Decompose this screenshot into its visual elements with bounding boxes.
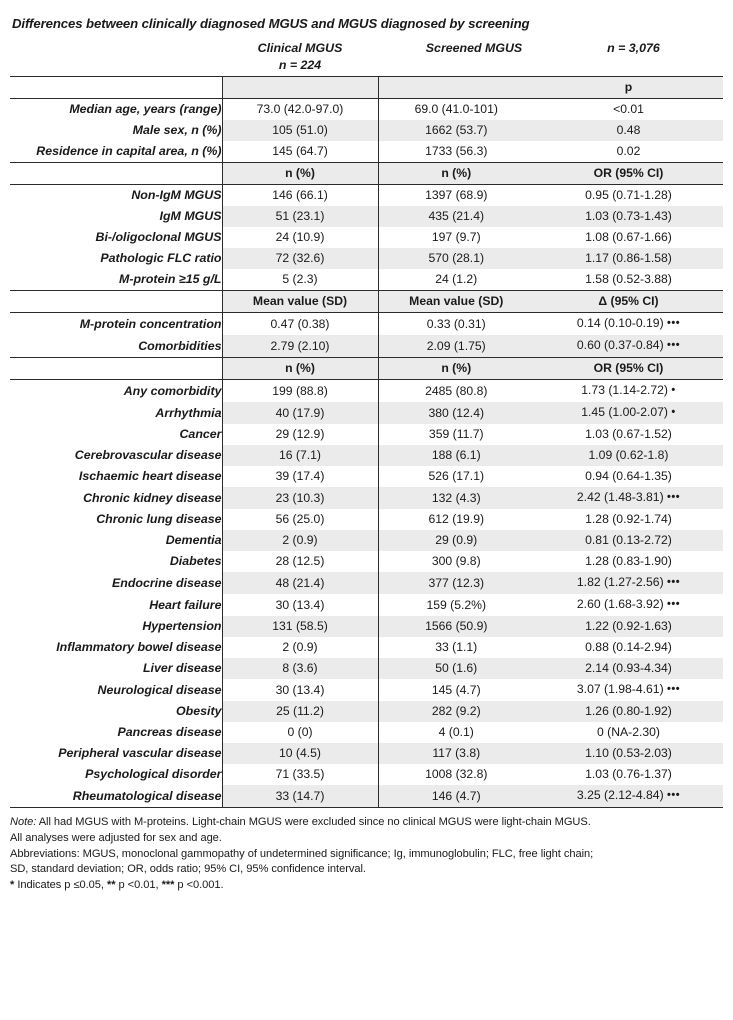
row-value-clinical: 5 (2.3) — [222, 269, 378, 291]
figure-title: Differences between clinically diagnosed MGUS and MGUS diagnosed by screening — [12, 16, 530, 31]
footnote-line-1-text: All had MGUS with M-proteins. Light-chain MGUS were excluded since no clinical MGUS were light-chain MGUS. — [36, 816, 591, 829]
table-row — [10, 424, 723, 445]
row-value-screened: 359 (11.7) — [378, 424, 534, 445]
row-value-screened: 33 (1.1) — [378, 637, 534, 658]
footnote-line-4: SD, standard deviation; OR, odds ratio; 95% CI, 95% confidence interval. — [10, 863, 366, 876]
section-header-screened: Mean value (SD) — [378, 291, 534, 313]
row-value-clinical: 16 (7.1) — [222, 445, 378, 466]
row-value-screened: 380 (12.4) — [378, 402, 534, 424]
row-label: Pathologic FLC ratio — [10, 248, 222, 269]
row-label: Liver disease — [10, 658, 222, 679]
table-row — [10, 594, 723, 616]
section-header-label — [10, 163, 222, 185]
table-row — [10, 551, 723, 572]
section-header-row — [10, 291, 723, 313]
row-value-stat: 0.60 (0.37-0.84) ••• — [534, 335, 723, 358]
row-label: Chronic kidney disease — [10, 487, 222, 509]
row-value-clinical: 23 (10.3) — [222, 487, 378, 509]
row-label: Peripheral vascular disease — [10, 743, 222, 764]
row-value-clinical: 72 (32.6) — [222, 248, 378, 269]
row-value-screened: 282 (9.2) — [378, 701, 534, 722]
row-value-screened: 159 (5.2%) — [378, 594, 534, 616]
row-label: Arrhythmia — [10, 402, 222, 424]
section-header-screened: n (%) — [378, 358, 534, 380]
row-value-clinical: 30 (13.4) — [222, 594, 378, 616]
row-value-clinical: 33 (14.7) — [222, 785, 378, 808]
row-value-stat: 0.94 (0.64-1.35) — [534, 466, 723, 487]
row-value-screened: 146 (4.7) — [378, 785, 534, 808]
table-row — [10, 509, 723, 530]
table-row — [10, 785, 723, 808]
section-header-clinical — [222, 77, 378, 99]
row-value-stat: 1.10 (0.53-2.03) — [534, 743, 723, 764]
row-value-stat: 1.08 (0.67-1.66) — [534, 227, 723, 248]
row-value-stat: 1.03 (0.76-1.37) — [534, 764, 723, 785]
table-row — [10, 227, 723, 248]
table-row — [10, 206, 723, 227]
row-value-stat: 1.28 (0.83-1.90) — [534, 551, 723, 572]
significance-marker: ••• — [667, 576, 681, 589]
row-label: Diabetes — [10, 551, 222, 572]
row-value-screened: 69.0 (41.0-101) — [378, 99, 534, 121]
table-row — [10, 120, 723, 141]
row-value-screened: 145 (4.7) — [378, 679, 534, 701]
column-header-clinical-n: n = 224 — [278, 57, 322, 72]
table-row — [10, 743, 723, 764]
footnote-line-1 — [10, 815, 723, 831]
row-label: Obesity — [10, 701, 222, 722]
section-header-clinical: n (%) — [222, 163, 378, 185]
footnote-line-3: Abbreviations: MGUS, monoclonal gammopathy of undetermined significance; Ig, immunoglobulin; FLC, free light chain; — [10, 847, 594, 860]
row-value-stat: 1.22 (0.92-1.63) — [534, 616, 723, 637]
row-label: Psychological disorder — [10, 764, 222, 785]
row-value-screened: 2485 (80.8) — [378, 380, 534, 403]
row-value-clinical: 73.0 (42.0-97.0) — [222, 99, 378, 121]
row-value-clinical: 30 (13.4) — [222, 679, 378, 701]
footnote-sig-text-1: Indicates p ≤0.05, — [14, 878, 107, 891]
row-value-stat: 1.58 (0.52-3.88) — [534, 269, 723, 291]
row-value-clinical: 131 (58.5) — [222, 616, 378, 637]
column-header-clinical-name: Clinical MGUS — [257, 40, 343, 55]
table-row — [10, 466, 723, 487]
row-label: M-protein ≥15 g/L — [10, 269, 222, 291]
row-value-stat: 0.88 (0.14-2.94) — [534, 637, 723, 658]
row-label: M-protein concentration — [10, 313, 222, 336]
section-header-row — [10, 77, 723, 99]
row-value-stat: 2.60 (1.68-3.92) ••• — [534, 594, 723, 616]
column-header-screened — [378, 40, 733, 76]
table-row — [10, 637, 723, 658]
row-label: Median age, years (range) — [10, 99, 222, 121]
significance-marker: ••• — [667, 317, 681, 330]
table-row — [10, 269, 723, 291]
section-header-label — [10, 291, 222, 313]
table-row — [10, 402, 723, 424]
table-row — [10, 572, 723, 594]
section-header-stat: OR (95% CI) — [534, 163, 723, 185]
significance-marker: ••• — [667, 598, 681, 611]
section-header-stat: Δ (95% CI) — [534, 291, 723, 313]
row-value-clinical: 71 (33.5) — [222, 764, 378, 785]
table-row — [10, 530, 723, 551]
row-value-clinical: 8 (3.6) — [222, 658, 378, 679]
row-value-stat: 1.82 (1.27-2.56) ••• — [534, 572, 723, 594]
row-value-stat: 2.42 (1.48-3.81) ••• — [534, 487, 723, 509]
row-value-stat: 1.17 (0.86-1.58) — [534, 248, 723, 269]
table-row — [10, 380, 723, 403]
row-value-clinical: 56 (25.0) — [222, 509, 378, 530]
row-label: Hypertension — [10, 616, 222, 637]
row-value-clinical: 145 (64.7) — [222, 141, 378, 163]
row-value-stat: 0.14 (0.10-0.19) ••• — [534, 313, 723, 336]
row-label: Dementia — [10, 530, 222, 551]
row-label: IgM MGUS — [10, 206, 222, 227]
footnote-line-2: All analyses were adjusted for sex and age. — [10, 831, 222, 844]
table-row — [10, 141, 723, 163]
row-value-clinical: 51 (23.1) — [222, 206, 378, 227]
table-body — [10, 77, 723, 808]
row-label: Heart failure — [10, 594, 222, 616]
row-value-screened: 435 (21.4) — [378, 206, 534, 227]
row-value-screened: 188 (6.1) — [378, 445, 534, 466]
row-value-screened: 197 (9.7) — [378, 227, 534, 248]
section-header-screened — [378, 77, 534, 99]
row-value-screened: 300 (9.8) — [378, 551, 534, 572]
row-value-screened: 132 (4.3) — [378, 487, 534, 509]
table-row — [10, 185, 723, 207]
section-header-stat: OR (95% CI) — [534, 358, 723, 380]
row-value-clinical: 2 (0.9) — [222, 530, 378, 551]
row-value-stat: 1.03 (0.67-1.52) — [534, 424, 723, 445]
row-label: Neurological disease — [10, 679, 222, 701]
row-value-screened: 50 (1.6) — [378, 658, 534, 679]
significance-marker: ••• — [667, 491, 681, 504]
row-value-clinical: 2 (0.9) — [222, 637, 378, 658]
section-header-stat: p — [534, 77, 723, 99]
row-label: Residence in capital area, n (%) — [10, 141, 222, 163]
row-value-clinical: 146 (66.1) — [222, 185, 378, 207]
significance-marker: ••• — [667, 789, 681, 802]
row-value-screened: 24 (1.2) — [378, 269, 534, 291]
row-value-clinical: 48 (21.4) — [222, 572, 378, 594]
table-row — [10, 99, 723, 121]
row-value-clinical: 105 (51.0) — [222, 120, 378, 141]
row-value-stat: 0 (NA-2.30) — [534, 722, 723, 743]
column-header-spacer — [10, 40, 222, 76]
footnotes — [10, 808, 723, 893]
row-value-stat: <0.01 — [534, 99, 723, 121]
comparison-table — [10, 76, 723, 808]
column-header-screened-name: Screened MGUS — [425, 40, 523, 55]
table-row — [10, 764, 723, 785]
significance-marker: • — [671, 406, 676, 419]
table-row — [10, 679, 723, 701]
row-value-screened: 1733 (56.3) — [378, 141, 534, 163]
footnote-sig-text-2: p <0.01, — [115, 878, 162, 891]
row-label: Comorbidities — [10, 335, 222, 358]
significance-marker: ••• — [667, 339, 681, 352]
section-header-clinical: Mean value (SD) — [222, 291, 378, 313]
row-value-screened: 612 (19.9) — [378, 509, 534, 530]
row-value-clinical: 2.79 (2.10) — [222, 335, 378, 358]
row-value-stat: 0.95 (0.71-1.28) — [534, 185, 723, 207]
footnote-note-label: Note: — [10, 816, 37, 829]
table-row — [10, 701, 723, 722]
row-value-clinical: 39 (17.4) — [222, 466, 378, 487]
row-value-stat: 0.81 (0.13-2.72) — [534, 530, 723, 551]
row-label: Cerebrovascular disease — [10, 445, 222, 466]
row-label: Non-IgM MGUS — [10, 185, 222, 207]
row-value-clinical: 199 (88.8) — [222, 380, 378, 403]
row-value-screened: 377 (12.3) — [378, 572, 534, 594]
row-label: Male sex, n (%) — [10, 120, 222, 141]
section-header-row — [10, 358, 723, 380]
row-label: Chronic lung disease — [10, 509, 222, 530]
row-value-clinical: 29 (12.9) — [222, 424, 378, 445]
row-value-clinical: 25 (11.2) — [222, 701, 378, 722]
footnote-star-two: ** — [106, 878, 116, 891]
row-value-stat: 2.14 (0.93-4.34) — [534, 658, 723, 679]
row-value-stat: 1.03 (0.73-1.43) — [534, 206, 723, 227]
footnote-line-5 — [10, 878, 723, 894]
row-value-stat: 1.26 (0.80-1.92) — [534, 701, 723, 722]
table-row — [10, 616, 723, 637]
row-value-stat: 3.07 (1.98-4.61) ••• — [534, 679, 723, 701]
row-value-clinical: 40 (17.9) — [222, 402, 378, 424]
row-value-clinical: 0.47 (0.38) — [222, 313, 378, 336]
row-value-clinical: 10 (4.5) — [222, 743, 378, 764]
row-value-screened: 526 (17.1) — [378, 466, 534, 487]
row-value-screened: 1662 (53.7) — [378, 120, 534, 141]
row-value-screened: 4 (0.1) — [378, 722, 534, 743]
row-value-screened: 570 (28.1) — [378, 248, 534, 269]
row-value-stat: 1.28 (0.92-1.74) — [534, 509, 723, 530]
section-header-label — [10, 77, 222, 99]
row-label: Ischaemic heart disease — [10, 466, 222, 487]
footnote-sig-text-3: p <0.001. — [174, 878, 224, 891]
significance-marker: • — [671, 384, 676, 397]
row-value-clinical: 0 (0) — [222, 722, 378, 743]
table-row — [10, 313, 723, 336]
table-row — [10, 722, 723, 743]
row-value-stat: 1.45 (1.00-2.07) • — [534, 402, 723, 424]
significance-marker: ••• — [667, 683, 681, 696]
section-header-clinical: n (%) — [222, 358, 378, 380]
row-label: Pancreas disease — [10, 722, 222, 743]
footnote-star-three: *** — [161, 878, 175, 891]
row-value-screened: 2.09 (1.75) — [378, 335, 534, 358]
section-header-row — [10, 163, 723, 185]
row-value-screened: 1397 (68.9) — [378, 185, 534, 207]
row-label: Cancer — [10, 424, 222, 445]
row-value-screened: 1008 (32.8) — [378, 764, 534, 785]
column-header-screened-n: n = 3,076 — [607, 40, 660, 55]
row-value-stat: 1.73 (1.14-2.72) • — [534, 380, 723, 403]
row-value-stat: 1.09 (0.62-1.8) — [534, 445, 723, 466]
table-row — [10, 248, 723, 269]
table-row — [10, 487, 723, 509]
column-group-header — [10, 40, 723, 76]
row-label: Endocrine disease — [10, 572, 222, 594]
row-label: Bi-/oligoclonal MGUS — [10, 227, 222, 248]
table-row — [10, 335, 723, 358]
row-value-screened: 29 (0.9) — [378, 530, 534, 551]
row-value-screened: 0.33 (0.31) — [378, 313, 534, 336]
row-value-clinical: 24 (10.9) — [222, 227, 378, 248]
table-row — [10, 658, 723, 679]
row-value-clinical: 28 (12.5) — [222, 551, 378, 572]
section-header-label — [10, 358, 222, 380]
table-row — [10, 445, 723, 466]
row-label: Rheumatological disease — [10, 785, 222, 808]
section-header-screened: n (%) — [378, 163, 534, 185]
row-value-stat: 0.02 — [534, 141, 723, 163]
row-value-screened: 117 (3.8) — [378, 743, 534, 764]
row-value-stat: 3.25 (2.12-4.84) ••• — [534, 785, 723, 808]
row-value-stat: 0.48 — [534, 120, 723, 141]
row-label: Inflammatory bowel disease — [10, 637, 222, 658]
row-label: Any comorbidity — [10, 380, 222, 403]
row-value-screened: 1566 (50.9) — [378, 616, 534, 637]
footnote-star-one: * — [10, 878, 15, 891]
column-header-clinical — [222, 40, 378, 76]
